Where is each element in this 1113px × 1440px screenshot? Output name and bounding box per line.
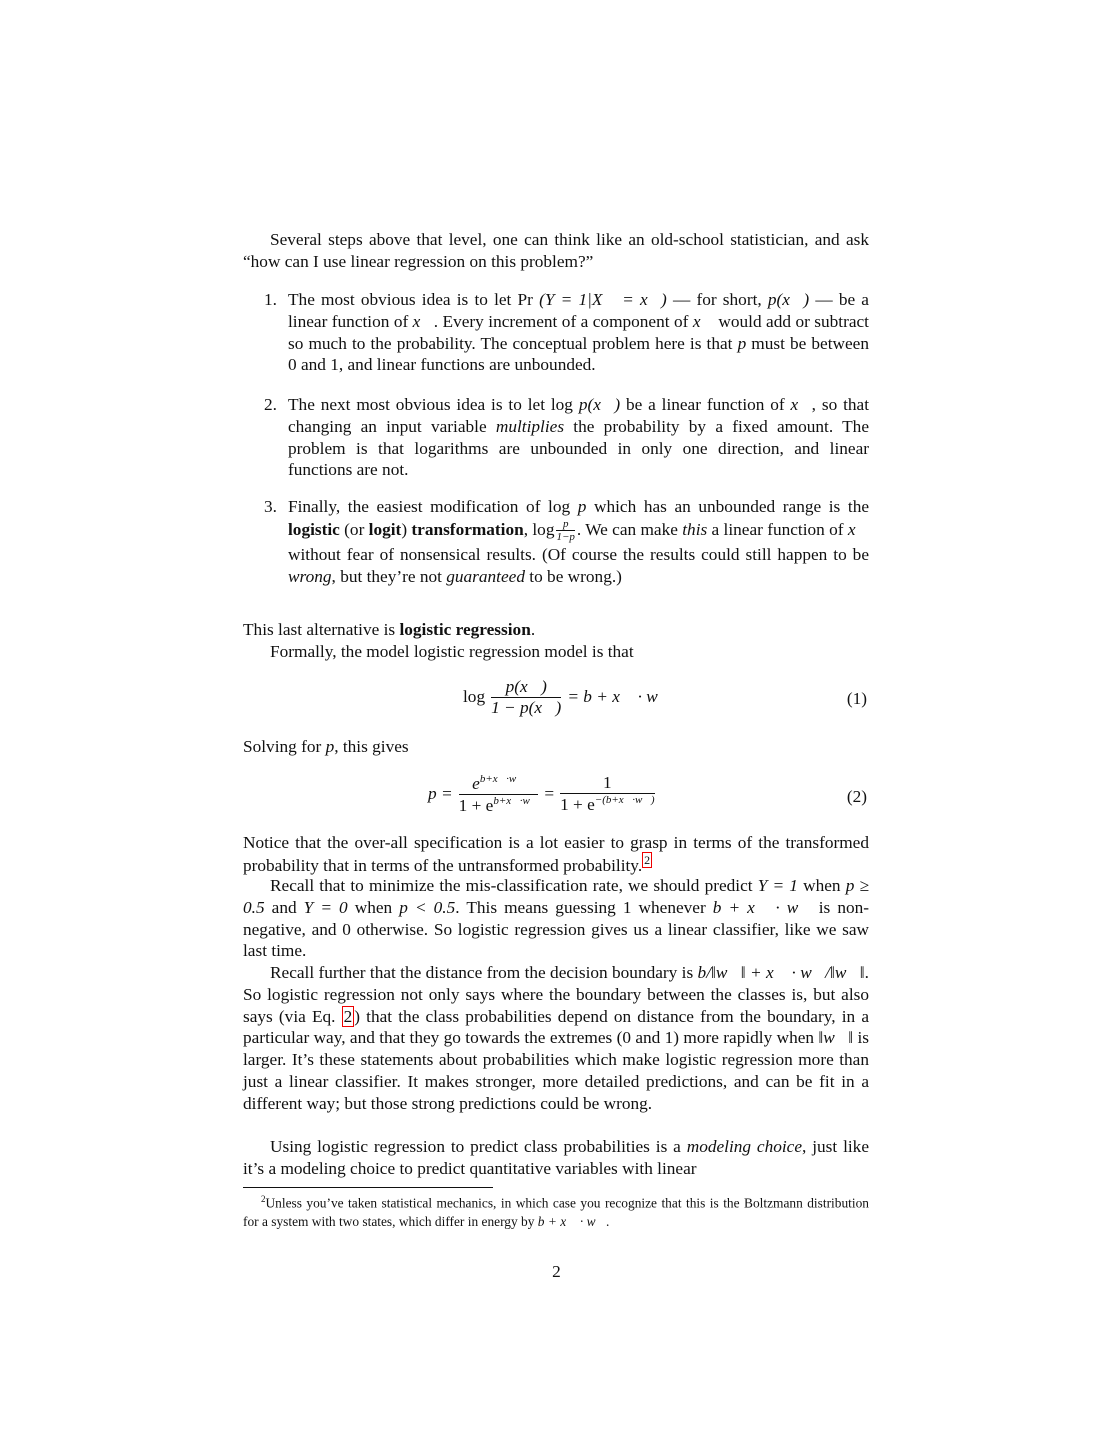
math: (Y = 1|X⃗ = x⃗) bbox=[539, 290, 667, 309]
eq2-num1: e bbox=[472, 773, 480, 793]
math: p bbox=[737, 333, 747, 353]
eq1-rhs: = b + x⃗ · w⃗ bbox=[567, 687, 672, 707]
eq1-denominator: 1 − p(x⃗) bbox=[491, 697, 562, 717]
text-run: is larger. It’s these statements about probabilities which make logistic regression more than just a linear classifier. It makes stronger, more detailed predictions, and can be fit in a different way; but those strong predictions could be wrong. bbox=[243, 1028, 869, 1113]
text-run: This last alternative is bbox=[243, 620, 400, 639]
text-run: ) that the class probabilities depend on distance from the boundary, in a particular way, and that they go towards the extremes (0 and 1) more rapidly when bbox=[243, 1006, 869, 1048]
footnote-text: Unless you’ve taken statistical mechanics, in which case you recognize that this is the Boltzmann distribution for a system with two states, which differ in energy by bbox=[243, 1195, 869, 1229]
text-run: Using logistic regression to predict class probabilities is a bbox=[270, 1137, 687, 1156]
math: p bbox=[325, 737, 335, 756]
text-run: , log bbox=[523, 519, 555, 539]
list-item-3 bbox=[264, 496, 870, 588]
eq2-den1-exp: b+x⃗·w⃗ bbox=[493, 794, 539, 807]
text-run: the probability by a fixed amount. The problem is that logarithms are unbounded in only one direction, and linear functions are not. bbox=[288, 416, 869, 480]
text-run: Finally, the easiest modification of log bbox=[288, 497, 578, 516]
text-run: ) bbox=[401, 519, 412, 539]
math: Y = 1 bbox=[757, 876, 798, 895]
math: p(x⃗) bbox=[578, 395, 621, 414]
text-run: be a linear function of bbox=[620, 395, 791, 414]
text-run: . Every increment of a component of bbox=[433, 311, 693, 331]
text-run: is non-negative, and 0 otherwise. So logistic regression gives us a linear classifier, like we saw last time. bbox=[243, 897, 869, 961]
text-run: . So logistic regression not only says where the boundary between the classes is, but also says (via Eq. bbox=[243, 963, 869, 1026]
text-run: Solving for bbox=[243, 737, 326, 756]
text-run: — be a linear function of bbox=[288, 290, 869, 331]
math: p < 0.5 bbox=[399, 897, 456, 917]
math: ‖w⃗‖ bbox=[818, 1028, 854, 1048]
eq2-lhs: p = bbox=[428, 784, 453, 804]
eq2-num1-exp: b+x⃗·w⃗ bbox=[479, 773, 525, 785]
p-recall bbox=[243, 875, 869, 962]
bold-term: transformation bbox=[411, 519, 524, 539]
list-number: 2. bbox=[264, 395, 277, 414]
math: p ≥ 0.5 bbox=[243, 876, 869, 917]
math: x⃗ bbox=[412, 311, 434, 331]
eq1-numerator: p(x⃗) bbox=[491, 677, 561, 698]
text-run: Several steps above that level, one can think like an old-school statistician, and ask “how can I use linear regression on this problem?” bbox=[243, 230, 869, 271]
text-run: . bbox=[530, 620, 536, 639]
text-run: . We can make bbox=[576, 519, 683, 539]
text-run: which has an unbounded range is the bbox=[586, 497, 870, 516]
eq1-log: log bbox=[463, 687, 486, 707]
equation-2 bbox=[243, 771, 869, 821]
page-number: 2 bbox=[552, 1262, 561, 1281]
fraction-numerator: p bbox=[556, 518, 574, 532]
bold-term: logit bbox=[368, 519, 402, 539]
text-run: (or bbox=[339, 519, 369, 539]
footnote-mark: 2 bbox=[261, 1194, 266, 1204]
text-run: , just like it’s a modeling choice to predict quantitative variables with linear bbox=[243, 1137, 869, 1178]
text-run: — for short, bbox=[666, 290, 768, 309]
text-run: Formally, the model logistic regression model is that bbox=[270, 642, 634, 661]
emphasis: guaranteed bbox=[446, 566, 525, 586]
math: p(x⃗) bbox=[767, 290, 810, 309]
math: x⃗ bbox=[692, 311, 714, 331]
math: x⃗ bbox=[847, 519, 869, 539]
text-run: Recall that to minimize the mis-classification rate, we should predict bbox=[270, 876, 758, 895]
list-number: 1. bbox=[264, 290, 277, 309]
text-run: The most obvious idea is to let Pr bbox=[288, 290, 540, 309]
list-item-1 bbox=[264, 289, 869, 376]
footnote bbox=[243, 1190, 869, 1231]
list-item-2 bbox=[264, 394, 869, 481]
footnote-rule bbox=[243, 1187, 493, 1188]
bold-term: logistic bbox=[288, 519, 340, 539]
text-run: , this gives bbox=[334, 737, 409, 756]
p-recall-further bbox=[243, 962, 869, 1115]
fraction-denominator: 1−p bbox=[556, 531, 575, 544]
p-intro bbox=[243, 229, 869, 273]
text-run: Notice that the over-all specification is a lot easier to grasp in terms of the transformed probability that in terms of the untransformed probability. bbox=[243, 833, 869, 875]
text-run: would add or subtract so much to the probability. The conceptual problem here is that bbox=[288, 311, 869, 353]
text-run: when bbox=[797, 876, 846, 895]
eq2-num2: 1 bbox=[560, 773, 654, 794]
eq2-equals: = bbox=[544, 784, 555, 804]
p-formally bbox=[243, 641, 869, 663]
text-run: must be between 0 and 1, and linear functions are unbounded. bbox=[288, 333, 869, 375]
math: x⃗ bbox=[790, 395, 812, 414]
math: b + x⃗ · w⃗ bbox=[712, 897, 812, 917]
text-run: Recall further that the distance from the decision boundary is bbox=[270, 963, 698, 982]
text-run: and bbox=[264, 897, 304, 917]
text-run: without fear of nonsensical results. (Of course the results could still happen to be bbox=[288, 545, 869, 565]
eq2-den2: 1 + e bbox=[560, 795, 595, 815]
reference-link[interactable]: 2 bbox=[343, 1006, 353, 1026]
emphasis: wrong bbox=[288, 566, 332, 586]
text-run: . This means guessing 1 whenever bbox=[455, 897, 713, 917]
emphasis: this bbox=[682, 519, 708, 539]
text-run: , so that changing an input variable bbox=[288, 395, 869, 436]
emphasis: modeling choice bbox=[686, 1137, 803, 1156]
eq2-den2-exp: −(b+x⃗·w⃗) bbox=[594, 794, 655, 807]
bold-term: logistic regression bbox=[399, 620, 531, 639]
footnote-math: b + x⃗ · w⃗ bbox=[537, 1213, 606, 1229]
text-run: to be wrong.) bbox=[524, 566, 622, 586]
p-last-alt bbox=[243, 619, 869, 641]
p-using bbox=[243, 1136, 869, 1180]
inline-fraction bbox=[556, 518, 574, 544]
p-notice bbox=[243, 832, 869, 876]
reference-link[interactable]: 2 bbox=[644, 852, 651, 867]
footnote-end: . bbox=[605, 1213, 610, 1229]
equation-1 bbox=[243, 675, 869, 725]
emphasis: multiplies bbox=[495, 416, 565, 436]
list-number: 3. bbox=[264, 497, 277, 516]
math: b/‖w⃗‖ + x⃗ · w⃗/‖w⃗‖ bbox=[697, 963, 865, 982]
text-run: when bbox=[347, 897, 400, 917]
text-run: a linear function of bbox=[707, 519, 848, 539]
p-solving bbox=[243, 736, 869, 758]
eq2-number: (2) bbox=[846, 787, 867, 806]
math: Y = 0 bbox=[303, 897, 348, 917]
eq1-number: (1) bbox=[846, 689, 867, 708]
math: p bbox=[577, 497, 587, 516]
eq2-den1: 1 + e bbox=[458, 795, 494, 815]
text-run: , but they’re not bbox=[331, 566, 447, 586]
text-run: The next most obvious idea is to let log bbox=[288, 395, 579, 414]
